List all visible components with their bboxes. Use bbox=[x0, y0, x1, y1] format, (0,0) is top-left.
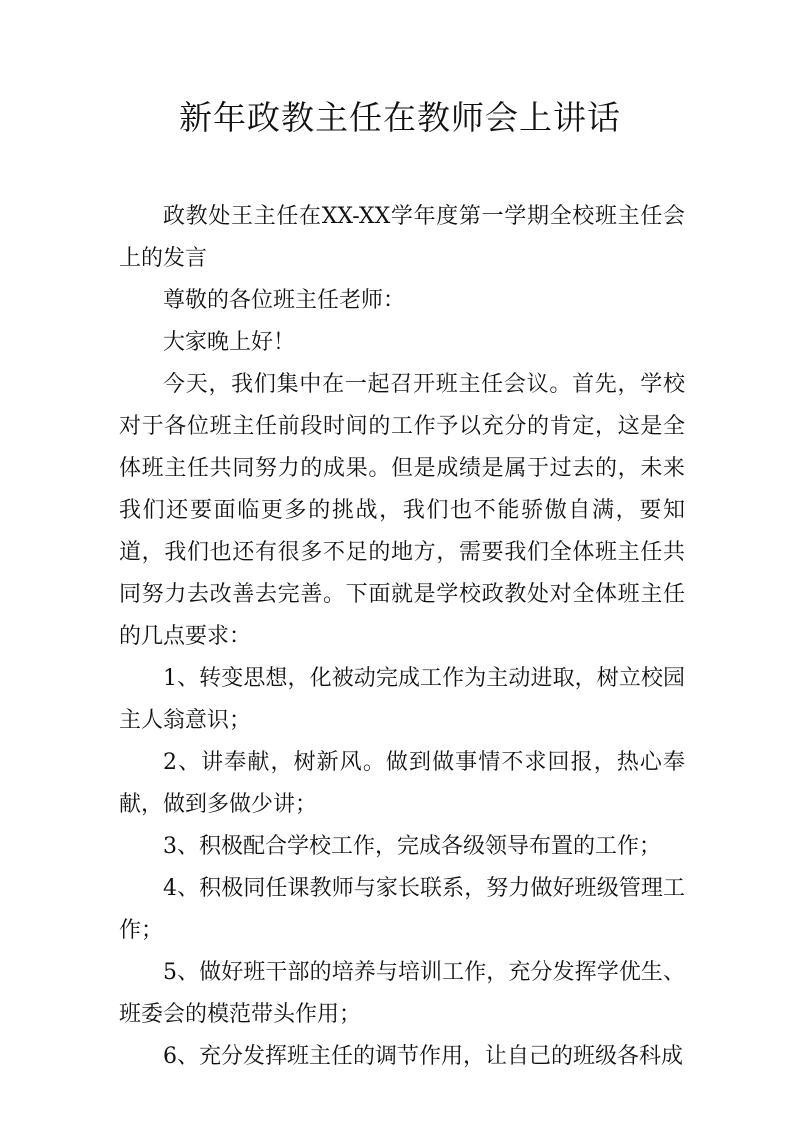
paragraph-greeting: 大家晚上好！ bbox=[163, 330, 296, 355]
requirement-item-1: 1、转变思想，化被动完成工作为主动进取，树立校园主人翁意识； bbox=[119, 666, 685, 733]
paragraph-main: 今天，我们集中在一起召开班主任会议。首先，学校对于各位班主任前段时间的工作予以充分的肯定，这是全体班主任共同努力的成果。但是成绩是属于过去的，未来我们还要面临更多的挑战，我们也不能骄傲自满，要知道，我们也还有很多不足的地方，需要我们全体班主任共同努力去改善去完善。下面就是学校政教处对全体班主任的几点要求： bbox=[119, 372, 685, 649]
paragraph-salutation: 尊敬的各位班主任老师： bbox=[163, 288, 406, 313]
document-body bbox=[119, 196, 685, 1078]
document-title: 新年政教主任在教师会上讲话 bbox=[179, 98, 621, 137]
requirement-item-6: 6、充分发挥班主任的调节作用，让自己的班级各科成 bbox=[163, 1044, 683, 1069]
requirement-item-3: 3、积极配合学校工作，完成各级领导布置的工作； bbox=[163, 834, 661, 859]
requirement-item-2: 2、讲奉献，树新风。做到做事情不求回报，热心奉献，做到多做少讲； bbox=[119, 750, 685, 817]
paragraph-intro: 政教处王主任在XX-XX学年度第一学期全校班主任会上的发言 bbox=[119, 204, 685, 271]
requirement-item-4: 4、积极同任课教师与家长联系，努力做好班级管理工作； bbox=[119, 876, 685, 943]
requirement-item-5: 5、做好班干部的培养与培训工作，充分发挥学优生、班委会的模范带头作用； bbox=[119, 960, 685, 1027]
